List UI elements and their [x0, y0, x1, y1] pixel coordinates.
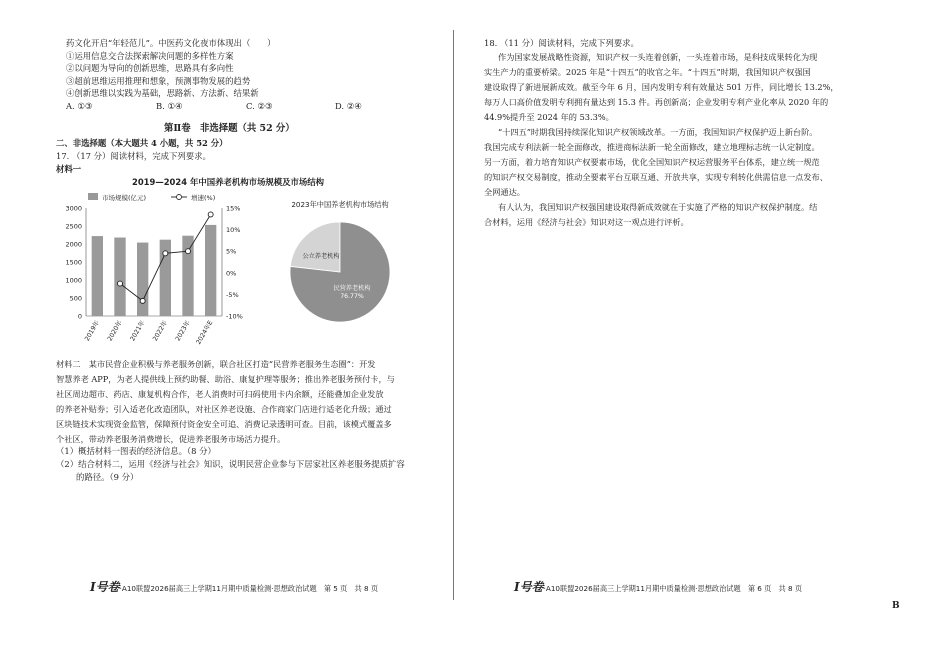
footer-left	[90, 578, 378, 595]
legend-bar-swatch	[88, 193, 98, 200]
m2-line-6: 个社区，带动养老服务消费增长，促进养老服务市场活力提升。	[56, 434, 286, 444]
section-heading: 二、非选择题（本大题共 4 小题，共 52 分）	[56, 138, 228, 148]
q18-p1-line: 实生产力的重要桥梁。2025 年是“十四五”的收官之年。“十四五”时期，我国知识产权强国	[484, 67, 811, 77]
column-divider	[453, 30, 454, 600]
y-tick-label: 1500	[65, 258, 82, 267]
x-tick-label: 2020年	[106, 319, 124, 343]
chart-figure	[50, 172, 450, 352]
q18-p3-line: 有人认为，我国知识产权强国建设取得新成效就在于实施了严格的知识产权保护制度。结	[498, 202, 818, 212]
pie-label-public: 公立养老机构	[302, 253, 340, 260]
q17-requirement-1: （1）概括材料一图表的经济信息。（8 分）	[56, 446, 216, 456]
bar-2023年	[182, 236, 193, 316]
q18-p2-line: 我国完成专利法新一轮全面修改，推进商标法新一轮全面修改，建立地理标志统一认定制度。	[484, 142, 820, 152]
q18-p1-line: 作为国家发展战略性资源，知识产权一头连着创新，一头连着市场，是科技成果转化为现	[498, 52, 818, 62]
footer-right	[514, 578, 802, 595]
m2-line-2: 智慧养老 APP，为老人提供线上预约助餐、助浴、康复护理等服务；推出养老服务预付卡，与	[56, 374, 395, 384]
q18-p2-line: 全网通达。	[484, 187, 525, 197]
q17-stem: 17. （17 分）阅读材料，完成下列要求。	[56, 151, 211, 161]
x-tick-label: 2023年	[174, 319, 192, 343]
brand-logo: I号卷	[514, 580, 544, 594]
bar-2021年	[137, 243, 148, 316]
y-tick-label: 500	[69, 294, 82, 303]
q18-p3-line: 合材料，运用《经济与社会》知识对这一观点进行评析。	[484, 217, 689, 227]
pie-slice-公立养老机构	[290, 222, 340, 272]
bar-2024年E	[205, 225, 216, 316]
bar-2020年	[114, 238, 125, 316]
q18-p2-line: 的知识产权交易制度，推动全要素平台互联互通、开放共享，实现专利转化供需信息一点发布、	[484, 172, 828, 182]
q16-option-2: ②以问题为导向的创新思维，思路具有多向性	[66, 63, 234, 73]
q16-choice-a[interactable]: A. ①③	[66, 101, 93, 111]
y2-tick-label: 10%	[226, 226, 241, 235]
y2-tick-label: -5%	[226, 290, 239, 299]
y-tick-label: 1000	[65, 276, 82, 285]
growth-point	[118, 281, 123, 286]
x-tick-label: 2019年	[83, 319, 102, 343]
q16-choice-d[interactable]: D. ②④	[335, 101, 362, 111]
y2-tick-label: 0%	[226, 269, 237, 278]
growth-point	[186, 249, 191, 254]
material-1-label: 材料一	[56, 164, 82, 174]
y-tick-label: 0	[77, 312, 82, 321]
footer-left-text: ·A10联盟2026届高三上学期11月期中质量检测·思想政治试题 第 5 页 共 8 页	[119, 584, 379, 593]
pie-value-private: 76.77%	[340, 293, 364, 300]
m2-line-5: 区块链技术实现资金监管，保障预付资金安全可追、消费记录透明可查。目前，该模式覆盖多	[56, 419, 392, 429]
q17-requirement-2: （2）结合材料二，运用《经济与社会》知识，说明民营企业参与下居家社区养老服务提质扩容	[56, 459, 405, 469]
q16-choice-b[interactable]: B. ①④	[156, 101, 183, 111]
chart-main-title: 2019—2024 年中国养老机构市场规模及市场结构	[132, 177, 324, 187]
pie-title: 2023年中国养老机构市场结构	[291, 200, 389, 209]
legend-bar-label: 市场规模(亿元)	[102, 194, 147, 202]
growth-point	[163, 251, 168, 256]
q16-option-1: ①运用信息交合法探索解决问题的多样性方案	[66, 51, 234, 61]
x-tick-label: 2022年	[151, 319, 170, 343]
y-tick-label: 3000	[65, 204, 82, 213]
y2-tick-label: 5%	[226, 247, 237, 256]
q16-option-3: ③超前思维运用推理和想象，预测事物发展的趋势	[66, 76, 251, 86]
q18-p1-line: 建设取得了新进展新成效。截至今年 6 月，国内发明专利有效量达 501 万件，同比增长 13.2%，	[484, 82, 839, 92]
bar-2019年	[92, 236, 103, 316]
x-tick-label: 2021年	[129, 319, 147, 343]
q16-option-4: ④创新思维以实践为基础，思路新、方法新、结果新	[66, 88, 259, 98]
legend-line-label: 增速(%)	[191, 194, 216, 202]
q18-p1-line: 每万人口高价值发明专利拥有量达到 15.3 件。再创新高；企业发明专利产业化率从 2020 年的	[484, 97, 829, 107]
pie-label-private: 民营养老机构	[333, 285, 371, 292]
m2-line-3: 社区周边超市、药店、康复机构合作，老人消费时可扫码使用卡内余额，还能叠加企业发放	[56, 389, 384, 399]
q18-p2-line: “十四五”时期我国持续深化知识产权领域改革。一方面，我国知识产权保护迈上新台阶。	[498, 127, 818, 137]
paper-version-mark: B	[892, 601, 900, 611]
section-title: 第Ⅱ卷 非选择题（共 52 分）	[164, 123, 295, 134]
q18-stem: 18. （11 分）阅读材料，完成下列要求。	[484, 38, 639, 48]
brand-logo: I号卷	[90, 580, 120, 594]
y-tick-label: 2000	[65, 240, 82, 249]
q18-p1-line: 44.9%提升至 2024 年的 53.3%。	[484, 112, 614, 122]
q16-stem: 药文化开启“年轻范儿”。中医药文化夜市体现出（ ）	[66, 38, 276, 48]
q17-requirement-2b: 的路径。（9 分）	[76, 472, 139, 482]
m2-line-1: 材料二 某市民营企业积极与养老服务创新，联合社区打造“民营养老服务生态圈”：开发	[56, 359, 376, 369]
q16-choice-c[interactable]: C. ②③	[246, 101, 273, 111]
y2-tick-label: -10%	[226, 312, 243, 321]
y-tick-label: 2500	[65, 222, 82, 231]
m2-line-4: 的养老补贴券；引入适老化改造团队，对社区养老设施、合作商家门店进行适老化升级；通过	[56, 404, 392, 414]
q18-p2-line: 另一方面，着力培育知识产权要素市场，优化全国知识产权运营服务平台体系，建立统一规范	[484, 157, 820, 167]
y2-tick-label: 15%	[226, 204, 241, 213]
growth-point	[140, 298, 145, 303]
footer-right-text: ·A10联盟2026届高三上学期11月期中质量检测·思想政治试题 第 6 页 共 8 页	[543, 584, 803, 593]
legend-line-marker	[177, 195, 182, 200]
growth-point	[208, 212, 213, 217]
x-tick-label: 2024年E	[195, 319, 215, 346]
